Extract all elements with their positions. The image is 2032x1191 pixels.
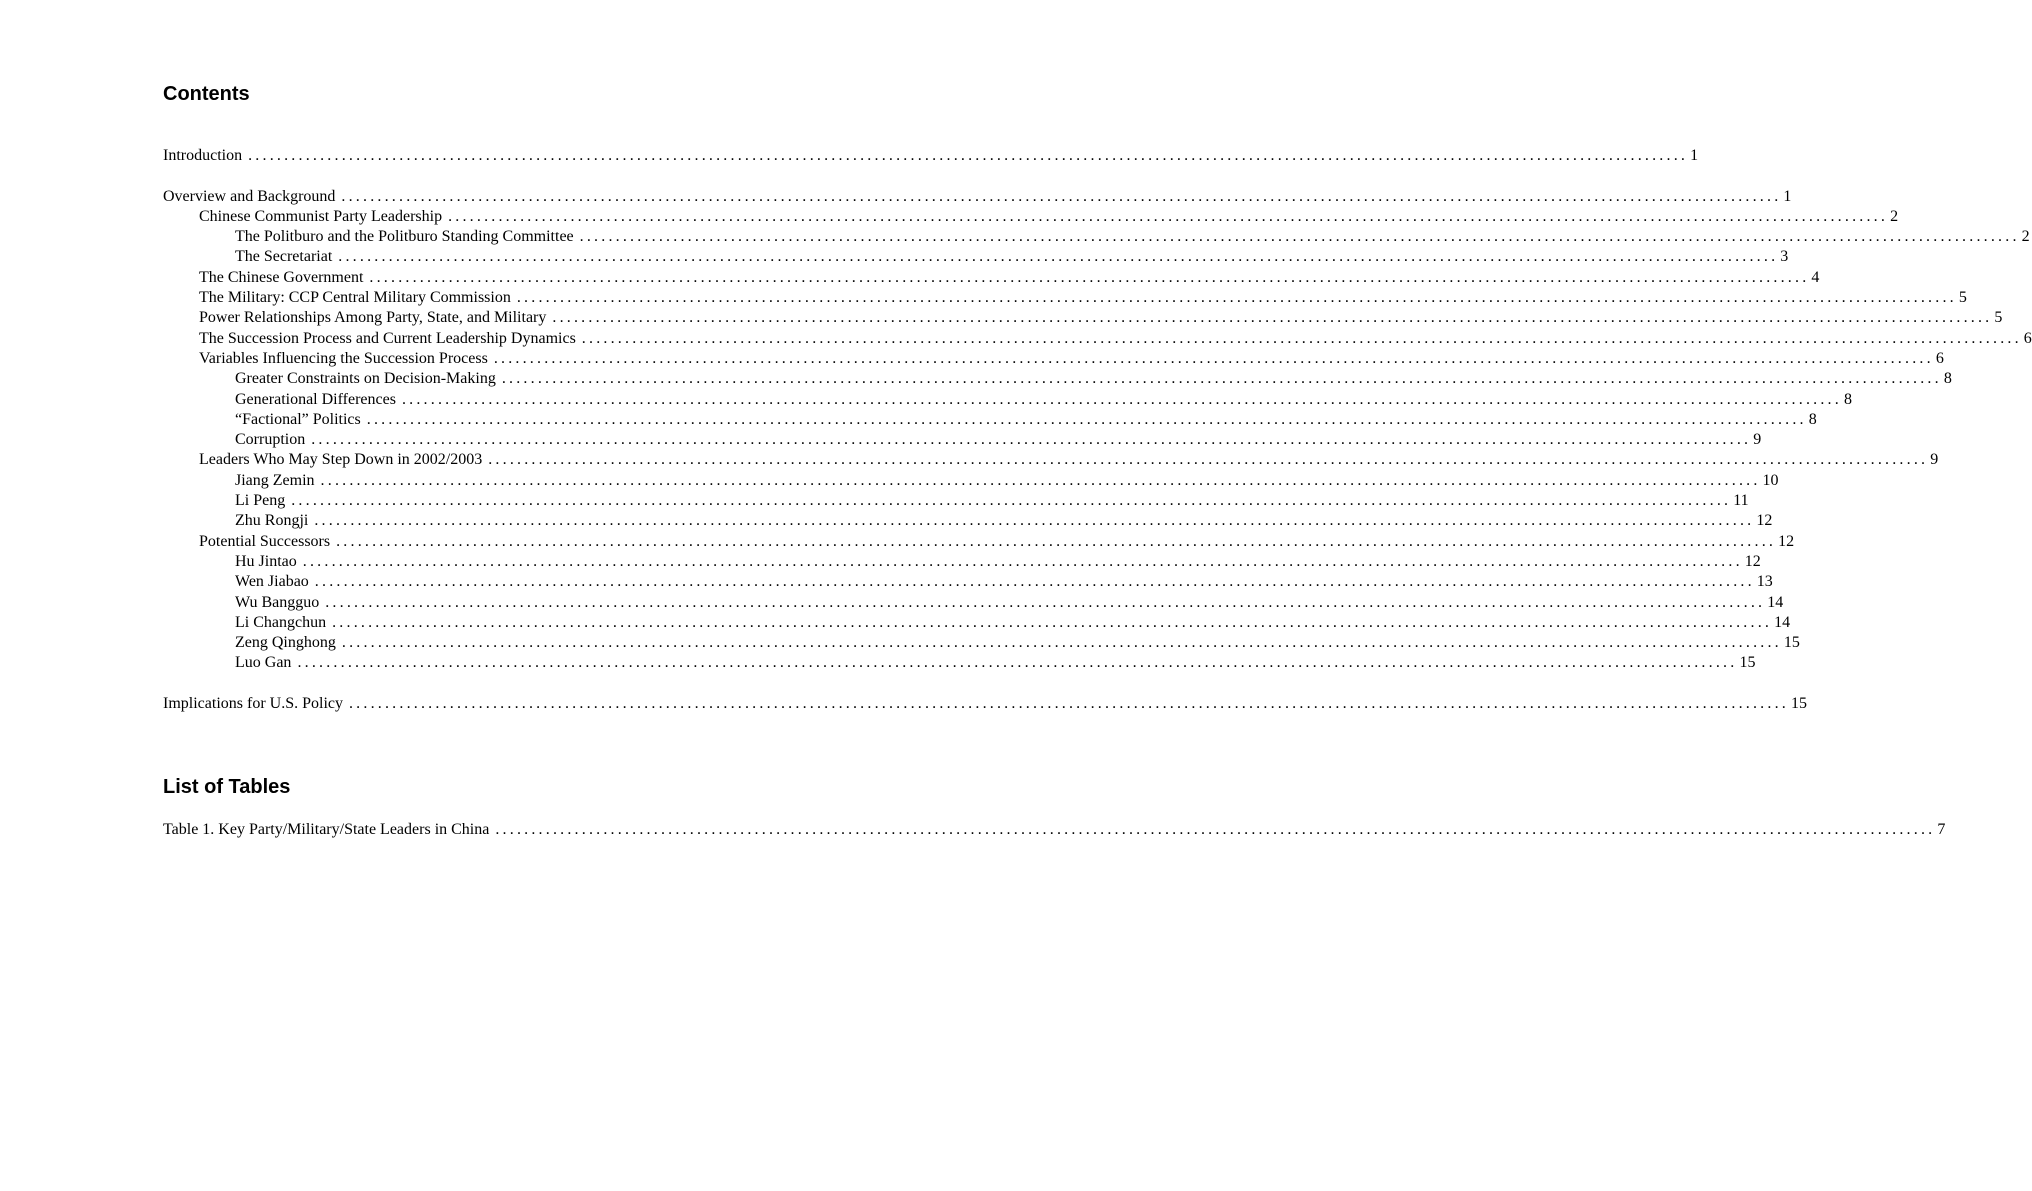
toc-entry-page-number: 7	[1937, 821, 1946, 838]
toc-entry-page-number: 6	[1935, 349, 1944, 367]
toc-entry-label: Variables Influencing the Succession Process	[199, 349, 488, 367]
toc-entry-page-number: 14	[1767, 593, 1784, 611]
toc-entry-label: Potential Successors	[199, 532, 331, 550]
dot-leader: ........................................................................................................................................................................................................	[332, 613, 1773, 631]
toc-entry-page-number: 5	[1994, 309, 2003, 327]
dot-leader: ........................................................................................................................................................................................................	[369, 268, 1810, 286]
toc-entry[interactable]	[163, 308, 2003, 328]
dot-leader: ........................................................................................................................................................................................................	[248, 147, 1689, 164]
toc-entry-label: Wen Jiabao	[235, 573, 309, 591]
toc-entry-page-number: 2	[2021, 228, 2030, 246]
dot-leader: ........................................................................................................................................................................................................	[336, 532, 1777, 550]
toc-entry[interactable]	[163, 369, 1952, 389]
dot-leader: ........................................................................................................................................................................................................	[291, 492, 1732, 510]
toc-entry[interactable]	[163, 187, 1792, 207]
toc-entry[interactable]	[163, 207, 1899, 227]
group-spacer	[163, 674, 759, 694]
toc-entry-label: Luo Gan	[235, 654, 292, 672]
toc-entry[interactable]	[163, 613, 1791, 633]
dot-leader: ........................................................................................................................................................................................................	[302, 552, 1743, 570]
toc-entry-label: Li Peng	[235, 492, 286, 510]
toc-entry[interactable]	[163, 227, 2030, 247]
toc-entry[interactable]	[163, 247, 1789, 267]
toc-entry-label: Generational Differences	[235, 390, 396, 408]
dot-leader: ........................................................................................................................................................................................................	[501, 370, 1942, 388]
toc-entry-label: Zeng Qinghong	[235, 634, 336, 652]
toc-entry-page-number: 15	[1739, 654, 1756, 672]
toc-entry-label: Power Relationships Among Party, State, and Military	[199, 309, 547, 327]
toc-entry-label: The Military: CCP Central Military Commission	[199, 289, 511, 307]
toc-entry[interactable]	[163, 820, 1946, 840]
toc-entry-label: Wu Bangguo	[235, 593, 320, 611]
dot-leader: ........................................................................................................................................................................................................	[314, 512, 1755, 530]
toc-entry-label: The Politburo and the Politburo Standing Committee	[235, 228, 574, 246]
toc-entry-page-number: 3	[1780, 248, 1789, 266]
toc-entry-page-number: 9	[1753, 431, 1762, 449]
toc-entry-page-number: 6	[2023, 329, 2032, 347]
toc-entry-page-number: 8	[1843, 390, 1852, 408]
toc-entry[interactable]	[163, 694, 1807, 714]
toc-entry[interactable]	[163, 532, 1795, 552]
toc-entry-page-number: 8	[1943, 370, 1952, 388]
dot-leader: ........................................................................................................................................................................................................	[552, 309, 1993, 327]
dot-leader: ........................................................................................................................................................................................................	[325, 593, 1766, 611]
toc-entry-page-number: 5	[1958, 289, 1967, 307]
toc-entry-label: Zhu Rongji	[235, 512, 309, 530]
toc-entry-page-number: 1	[1783, 187, 1792, 205]
toc-entry-page-number: 15	[1783, 634, 1800, 652]
toc-entry-label: Implications for U.S. Policy	[163, 695, 343, 713]
toc-entry-label: “Factional” Politics	[235, 410, 361, 428]
toc-entry[interactable]	[163, 471, 1779, 491]
toc-entry[interactable]	[163, 349, 1944, 369]
dot-leader: ........................................................................................................................................................................................................	[401, 390, 1842, 408]
toc-entry-label: Introduction	[163, 147, 243, 164]
toc-entry[interactable]	[163, 268, 1820, 288]
toc-entry-label: Overview and Background	[163, 187, 336, 205]
toc-entry-label: The Succession Process and Current Leadership Dynamics	[199, 329, 576, 347]
toc-entry[interactable]	[163, 390, 1852, 410]
toc-entry[interactable]	[163, 653, 1756, 673]
toc-entry-label: Leaders Who May Step Down in 2002/2003	[199, 451, 483, 469]
dot-leader: ........................................................................................................................................................................................................	[488, 451, 1929, 469]
toc-entry-page-number: 10	[1762, 471, 1779, 489]
dot-leader: ........................................................................................................................................................................................................	[579, 228, 2020, 246]
tables-list	[163, 820, 1946, 840]
dot-leader: ........................................................................................................................................................................................................	[314, 573, 1755, 591]
toc-entry[interactable]	[163, 511, 1773, 531]
dot-leader: ........................................................................................................................................................................................................	[495, 821, 1936, 838]
dot-leader: ........................................................................................................................................................................................................	[516, 289, 1957, 307]
toc-entry-page-number: 13	[1756, 573, 1773, 591]
group-spacer	[163, 166, 759, 186]
toc-entry-label: Corruption	[235, 431, 306, 449]
toc-entry-page-number: 15	[1790, 695, 1807, 713]
toc-entry[interactable]	[163, 410, 1817, 430]
dot-leader: ........................................................................................................................................................................................................	[581, 329, 2022, 347]
dot-leader: ........................................................................................................................................................................................................	[348, 695, 1789, 713]
dot-leader: ........................................................................................................................................................................................................	[320, 471, 1761, 489]
toc-entry[interactable]	[163, 450, 1939, 470]
toc-entry[interactable]	[163, 552, 1761, 572]
dot-leader: ........................................................................................................................................................................................................	[341, 187, 1782, 205]
toc-entry[interactable]	[163, 572, 1773, 592]
toc-entry-page-number: 14	[1774, 613, 1791, 631]
dot-leader: ........................................................................................................................................................................................................	[448, 207, 1889, 225]
dot-leader: ........................................................................................................................................................................................................	[297, 654, 1738, 672]
toc-entry[interactable]	[163, 491, 1749, 511]
toc-entry-page-number: 8	[1808, 410, 1817, 428]
dot-leader: ........................................................................................................................................................................................................	[341, 634, 1782, 652]
toc-entry-page-number: 12	[1744, 552, 1761, 570]
toc-entry[interactable]	[163, 146, 1699, 166]
toc-entry-page-number: 12	[1756, 512, 1773, 530]
toc-entry-page-number: 2	[1890, 207, 1899, 225]
contents-heading: Contents	[163, 83, 250, 105]
toc-entry-label: The Secretariat	[235, 248, 333, 266]
toc-entry-page-number: 11	[1733, 492, 1749, 510]
toc-entry-page-number: 9	[1930, 451, 1939, 469]
list-of-tables-heading: List of Tables	[163, 776, 291, 798]
dot-leader: ........................................................................................................................................................................................................	[366, 410, 1807, 428]
toc-entry-label: Li Changchun	[235, 613, 327, 631]
toc-entry[interactable]	[163, 430, 1762, 450]
toc-entry[interactable]	[163, 288, 1967, 308]
dot-leader: ........................................................................................................................................................................................................	[338, 248, 1779, 266]
toc-entry-page-number: 1	[1690, 147, 1699, 164]
toc-entry[interactable]	[163, 593, 1784, 613]
toc-entry-label: Hu Jintao	[235, 552, 297, 570]
toc-entry-label: Chinese Communist Party Leadership	[199, 207, 443, 225]
toc-entry-label: Jiang Zemin	[235, 471, 315, 489]
toc-entry-page-number: 12	[1778, 532, 1795, 550]
dot-leader: ........................................................................................................................................................................................................	[493, 349, 1934, 367]
toc-entry-page-number: 4	[1811, 268, 1820, 286]
contents-list	[163, 146, 2032, 714]
toc-entry-label: Greater Constraints on Decision-Making	[235, 370, 496, 388]
toc-entry-label: The Chinese Government	[199, 268, 364, 286]
toc-entry[interactable]	[163, 633, 1800, 653]
toc-entry[interactable]	[163, 329, 2032, 349]
dot-leader: ........................................................................................................................................................................................................	[311, 431, 1752, 449]
toc-entry-label: Table 1. Key Party/Military/State Leaders in China	[163, 821, 490, 838]
